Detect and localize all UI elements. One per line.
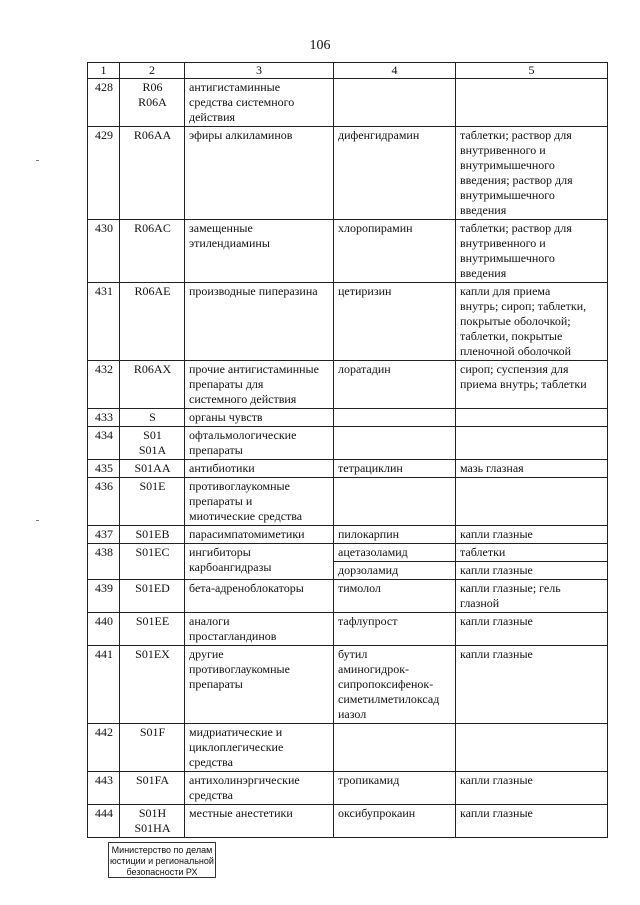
atc-group: мидриатические и циклоплегические средства <box>185 724 334 772</box>
row-number: 443 <box>88 772 120 805</box>
atc-group: антибиотики <box>185 460 334 478</box>
dosage-form: таблетки; раствор для внутривенного и внутримышечного введения; раствор для внутримышечного введения <box>456 127 608 220</box>
drug-name: тропикамид <box>334 772 456 805</box>
table-row <box>88 646 608 724</box>
drug-name: лоратадин <box>334 361 456 409</box>
drug-name: дорзоламид <box>334 562 456 580</box>
atc-group: другие противоглаукомные препараты <box>185 646 334 724</box>
row-number: 442 <box>88 724 120 772</box>
table-row <box>88 127 608 220</box>
drug-name: бутил аминогидрок- сипропоксифенок- симетилметилоксад иазол <box>334 646 456 724</box>
drug-name: тетрациклин <box>334 460 456 478</box>
header-col-3: 3 <box>185 63 334 79</box>
table-row <box>88 805 608 838</box>
table-row <box>88 613 608 646</box>
atc-code: S01E <box>120 478 185 526</box>
atc-code: R06AA <box>120 127 185 220</box>
atc-group: антигистаминные средства системного действия <box>185 79 334 127</box>
header-col-2: 2 <box>120 63 185 79</box>
atc-code: S01F <box>120 724 185 772</box>
atc-code: S01 S01A <box>120 427 185 460</box>
dosage-form <box>456 409 608 427</box>
header-col-1: 1 <box>88 63 120 79</box>
table-row <box>88 580 608 613</box>
table-row <box>88 283 608 361</box>
table-row <box>88 544 608 562</box>
atc-code: S01ED <box>120 580 185 613</box>
atc-code: R06AX <box>120 361 185 409</box>
atc-code: S <box>120 409 185 427</box>
atc-code: R06 R06A <box>120 79 185 127</box>
row-number: 435 <box>88 460 120 478</box>
atc-group: прочие антигистаминные препараты для системного действия <box>185 361 334 409</box>
dosage-form <box>456 724 608 772</box>
table-row <box>88 772 608 805</box>
atc-code: S01EX <box>120 646 185 724</box>
table-row <box>88 526 608 544</box>
table-body <box>88 79 608 838</box>
atc-code: R06AC <box>120 220 185 283</box>
row-number: 439 <box>88 580 120 613</box>
drug-name: дифенгидрамин <box>334 127 456 220</box>
drug-name <box>334 478 456 526</box>
drug-name: ацетазоламид <box>334 544 456 562</box>
dosage-form: таблетки; раствор для внутривенного и внутримышечного введения <box>456 220 608 283</box>
row-number: 428 <box>88 79 120 127</box>
row-number: 429 <box>88 127 120 220</box>
atc-code: S01EE <box>120 613 185 646</box>
atc-group: эфиры алкиламинов <box>185 127 334 220</box>
drug-name: оксибупрокаин <box>334 805 456 838</box>
row-number: 437 <box>88 526 120 544</box>
header-col-4: 4 <box>334 63 456 79</box>
atc-group: офтальмологические препараты <box>185 427 334 460</box>
dosage-form <box>456 79 608 127</box>
table-row <box>88 79 608 127</box>
dosage-form: капли глазные <box>456 562 608 580</box>
atc-group: производные пиперазина <box>185 283 334 361</box>
row-number: 434 <box>88 427 120 460</box>
header-col-5: 5 <box>456 63 608 79</box>
row-number: 444 <box>88 805 120 838</box>
dosage-form: таблетки <box>456 544 608 562</box>
table-row <box>88 220 608 283</box>
drug-name <box>334 427 456 460</box>
table-row <box>88 724 608 772</box>
dosage-form: капли глазные <box>456 646 608 724</box>
dosage-form <box>456 427 608 460</box>
table-row <box>88 478 608 526</box>
atc-code: R06AE <box>120 283 185 361</box>
atc-group: местные анестетики <box>185 805 334 838</box>
table-row <box>88 427 608 460</box>
margin-mark <box>36 520 39 521</box>
dosage-form: капли глазные <box>456 613 608 646</box>
row-number: 438 <box>88 544 120 580</box>
row-number: 436 <box>88 478 120 526</box>
drug-name: тафлупрост <box>334 613 456 646</box>
row-number: 440 <box>88 613 120 646</box>
dosage-form: капли глазные; гель глазной <box>456 580 608 613</box>
atc-group: бета-адреноблокаторы <box>185 580 334 613</box>
dosage-form: капли для приема внутрь; сироп; таблетки, покрытые оболочкой; таблетки, покрытые пленочной оболочкой <box>456 283 608 361</box>
row-number: 433 <box>88 409 120 427</box>
dosage-form: капли глазные <box>456 805 608 838</box>
drug-name: хлоропирамин <box>334 220 456 283</box>
atc-group: противоглаукомные препараты и миотические средства <box>185 478 334 526</box>
table-row <box>88 460 608 478</box>
atc-code: S01AA <box>120 460 185 478</box>
atc-group: парасимпатомиметики <box>185 526 334 544</box>
dosage-form: мазь глазная <box>456 460 608 478</box>
atc-code: S01EB <box>120 526 185 544</box>
drug-name: пилокарпин <box>334 526 456 544</box>
table-row <box>88 409 608 427</box>
row-number: 441 <box>88 646 120 724</box>
row-number: 431 <box>88 283 120 361</box>
drug-table <box>87 62 608 838</box>
drug-name <box>334 409 456 427</box>
atc-group: аналоги простагландинов <box>185 613 334 646</box>
margin-mark <box>36 160 39 161</box>
atc-code: S01H S01HA <box>120 805 185 838</box>
row-number: 430 <box>88 220 120 283</box>
header-row <box>88 63 608 79</box>
dosage-form: капли глазные <box>456 526 608 544</box>
drug-name <box>334 79 456 127</box>
dosage-form: капли глазные <box>456 772 608 805</box>
drug-name: тимолол <box>334 580 456 613</box>
dosage-form: сироп; суспензия для приема внутрь; таблетки <box>456 361 608 409</box>
atc-code: S01EC <box>120 544 185 580</box>
atc-group: органы чувств <box>185 409 334 427</box>
atc-group: замещенные этилендиамины <box>185 220 334 283</box>
drug-name <box>334 724 456 772</box>
page-number: 106 <box>309 38 331 53</box>
atc-group: ингибиторы карбоангидразы <box>185 544 334 580</box>
dosage-form <box>456 478 608 526</box>
atc-code: S01FA <box>120 772 185 805</box>
table-row <box>88 361 608 409</box>
row-number: 432 <box>88 361 120 409</box>
atc-group: антихолинэргические средства <box>185 772 334 805</box>
ministry-stamp: Министерство по делам юстиции и региональной безопасности РХ <box>108 842 216 878</box>
drug-name: цетиризин <box>334 283 456 361</box>
